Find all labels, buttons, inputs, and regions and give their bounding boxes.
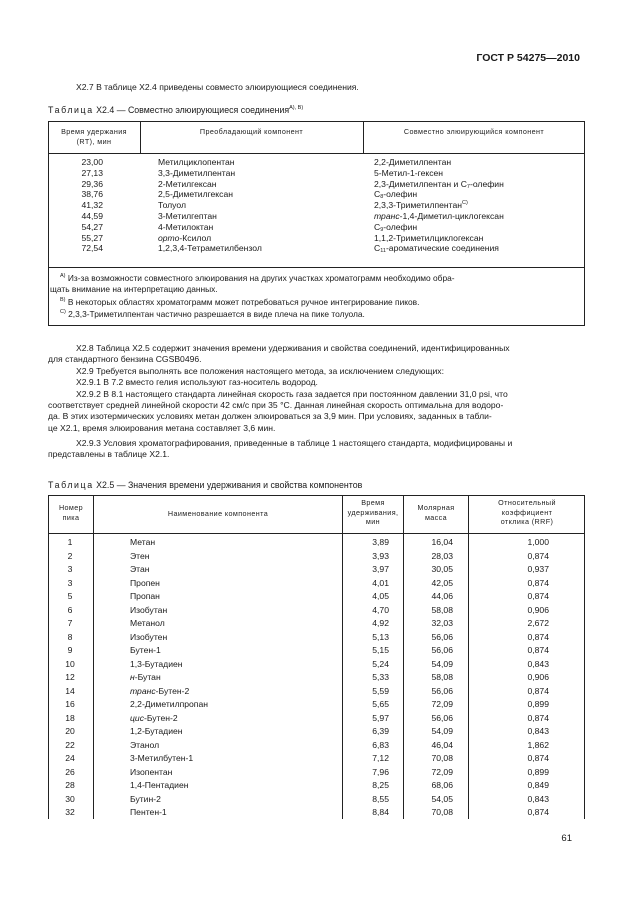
molar-mass: 58,08: [431, 604, 453, 615]
rt-value: 44,59: [81, 210, 103, 221]
molar-mass: 28,03: [431, 550, 453, 561]
peak-number: 6: [67, 604, 73, 615]
component-name: Пентен-1: [130, 807, 167, 817]
molar-mass: 58,08: [431, 672, 453, 682]
component-name: Пропен: [130, 577, 160, 588]
rrf-value: 0,899: [527, 699, 549, 709]
rt-value: 27,13: [81, 167, 103, 178]
retention-time: 3,89: [372, 537, 389, 547]
main-component: 3-Метилгептан: [158, 210, 217, 221]
rt-value: 29,36: [81, 178, 103, 189]
caption-word: Таблица: [48, 105, 94, 115]
footnote-c: $^{С)}$ 2,3,3-Триметилпентан частично разрешается в виде плеча на пике толуола.: [60, 309, 365, 319]
co-component: 5-Метил-1-гексен: [374, 167, 444, 178]
rrf-value: 1,862: [527, 739, 549, 750]
component-name: цис-Бутен-2: [130, 712, 178, 723]
main-component: 2,5-Диметилгексан: [158, 189, 233, 200]
main-component: 2-Метилгексан: [158, 178, 217, 189]
retention-time: 5,24: [372, 658, 389, 669]
peak-number: 2: [67, 550, 73, 561]
molar-mass: 72,09: [431, 766, 453, 777]
retention-time: 7,96: [372, 766, 389, 777]
paragraph-x292: Х2.9.2 В 8.1 настоящего стандарта линейная скорость газа задается при постоянном давлении 31,0 psi, что соответствует средней линейной скорости 42 см/с при 35 °С. Данная линейная скорость оптимальна для водоро- да. В этих изотермических условиях метан должен элюироваться за 3,9 мин. При условиях, заданных в табли- це Х2.1, время элюирования метана составляет 3,6 мин.: [48, 389, 508, 433]
co-component: 1,1,2-Триметилциклогексан: [374, 232, 484, 243]
caption-sup: А), В): [289, 105, 304, 111]
peak-number: 30: [65, 793, 75, 804]
retention-time: 4,92: [372, 618, 389, 628]
retention-time: 5,15: [372, 645, 389, 655]
component-name: Бутен-1: [130, 645, 161, 655]
retention-time: 7,12: [372, 753, 389, 763]
retention-time: 8,25: [372, 780, 389, 790]
rrf-value: 0,906: [527, 604, 549, 615]
retention-time: 4,01: [372, 577, 389, 588]
component-name: Этан: [130, 564, 150, 574]
molar-mass: 56,06: [431, 712, 453, 723]
retention-time: 5,97: [372, 712, 389, 723]
rt-value: 72,54: [81, 243, 103, 254]
retention-time: 5,59: [372, 685, 389, 696]
paragraph-x293: Х2.9.3 Условия хроматографирования, приведенные в таблице 1 настоящего стандарта, модифицированы и представлены в таблице Х2.1.: [48, 438, 513, 460]
retention-time: 3,93: [372, 550, 389, 561]
rrf-value: 0,843: [527, 793, 549, 804]
header-peak-number: Номер пика: [58, 503, 84, 522]
retention-time: 4,70: [372, 604, 389, 615]
table-x25-caption: [48, 480, 362, 490]
component-name: Метанол: [130, 618, 165, 628]
peak-number: 16: [65, 699, 75, 709]
molar-mass: 56,06: [431, 645, 453, 655]
component-name: н-Бутан: [130, 672, 161, 682]
rrf-value: 0,874: [527, 807, 549, 817]
footnote-b: $^{В)}$ В некоторых областях хроматограмм может потребоваться ручное интегрирование пиков.: [60, 297, 420, 307]
retention-time: 4,05: [372, 591, 389, 601]
co-component: 2,3,3-Триметилпентан$^{С)}$: [374, 200, 468, 211]
molar-mass: 72,09: [431, 699, 453, 709]
component-name: транс-Бутен-2: [130, 685, 190, 696]
peak-number: 9: [67, 645, 73, 655]
peak-number: 5: [67, 591, 73, 601]
retention-time: 5,65: [372, 699, 389, 709]
component-name: Пропан: [130, 591, 160, 601]
caption-text: Х2.5 — Значения времени удерживания и свойства компонентов: [96, 480, 363, 490]
rrf-value: 0,874: [527, 685, 549, 696]
footnote-a: $^{А)}$ Из-за возможности совместного элюирования на других участках хроматограмм необходимо обра- щать внимание на интерпретацию данных.: [50, 273, 455, 294]
peak-number: 26: [65, 766, 75, 777]
table-x24-footnote-rule: [48, 267, 585, 268]
table-x24-header-rule: [48, 153, 585, 154]
peak-number: 12: [65, 672, 75, 682]
molar-mass: 30,05: [431, 564, 453, 574]
table-x24-divider: [363, 121, 364, 154]
paragraph-x28: Х2.8 Таблица Х2.5 содержит значения времени удерживания и свойства соединений, идентифицированных для стандартного бензина CGSB0496.: [48, 343, 510, 365]
peak-number: 20: [65, 726, 75, 736]
rt-value: 54,27: [81, 221, 103, 232]
rrf-value: 0,843: [527, 658, 549, 669]
molar-mass: 56,06: [431, 631, 453, 642]
peak-number: 28: [65, 780, 75, 790]
retention-time: 6,83: [372, 739, 389, 750]
component-name: 1,4-Пентадиен: [130, 780, 189, 790]
rrf-value: 0,843: [527, 726, 549, 736]
intro-paragraph: Х2.7 В таблице Х2.4 приведены совместо элюирующиеся соединения.: [76, 82, 359, 92]
molar-mass: 46,04: [431, 739, 453, 750]
molar-mass: 44,06: [431, 591, 453, 601]
co-component: $С_9$-олефин: [374, 221, 418, 233]
component-name: 1,3-Бутадиен: [130, 658, 183, 669]
component-name: Изобутен: [130, 631, 168, 642]
peak-number: 32: [65, 807, 75, 817]
table-x25-divider: [93, 495, 94, 819]
paragraph-x291: Х2.9.1 В 7.2 вместо гелия используют газ-носитель водород.: [76, 377, 318, 387]
molar-mass: 70,08: [431, 753, 453, 763]
retention-time: 5,33: [372, 672, 389, 682]
header-molar-mass: Молярная масса: [417, 503, 455, 522]
rrf-value: 0,874: [527, 645, 549, 655]
main-component: 3,3-Диметилпентан: [158, 167, 236, 178]
page-number: 61: [561, 833, 572, 844]
column-main-component: [158, 157, 358, 254]
retention-time: 8,55: [372, 793, 389, 804]
rrf-value: 0,937: [527, 564, 549, 574]
component-name: Изопентан: [130, 766, 173, 777]
rrf-value: 2,672: [527, 618, 549, 628]
peak-number: 7: [67, 618, 73, 628]
molar-mass: 32,03: [431, 618, 453, 628]
molar-mass: 16,04: [431, 537, 453, 547]
rrf-value: 0,849: [527, 780, 549, 790]
caption-word: Таблица: [48, 480, 94, 490]
peak-number: 3: [67, 564, 73, 574]
rrf-value: 0,874: [527, 577, 549, 588]
peak-number: 24: [65, 753, 75, 763]
molar-mass: 68,06: [431, 780, 453, 790]
header-retention-time: Время удерживания, мин: [347, 498, 399, 527]
molar-mass: 54,09: [431, 658, 453, 669]
molar-mass: 70,08: [431, 807, 453, 817]
co-component: 2,3-Диметилпентан и $С_7$-олефин: [374, 178, 504, 190]
table-x24-caption: [48, 105, 303, 115]
peak-number: 10: [65, 658, 75, 669]
component-name: 3-Метилбутен-1: [130, 753, 194, 763]
component-name: Изобутан: [130, 604, 168, 615]
retention-time: 3,97: [372, 564, 389, 574]
molar-mass: 54,05: [431, 793, 453, 804]
component-name: 2,2-Диметилпропан: [130, 699, 208, 709]
main-component: орто-Ксилол: [158, 232, 212, 243]
component-name: 1,2-Бутадиен: [130, 726, 183, 736]
main-component: Толуол: [158, 200, 186, 211]
peak-number: 18: [65, 712, 75, 723]
header-coeluting-component: Совместно элюирующийся компонент: [403, 127, 545, 136]
rrf-value: 1,000: [527, 537, 549, 547]
peak-number: 1: [67, 537, 73, 547]
rt-value: 38,76: [81, 189, 103, 200]
peak-number: 8: [67, 631, 73, 642]
main-component: Метилциклопентан: [158, 157, 235, 167]
co-component: $С_8$-олефин: [374, 189, 418, 201]
rt-value: 41,32: [81, 200, 103, 211]
rt-value: 23,00: [81, 157, 103, 167]
component-name: Метан: [130, 537, 156, 547]
co-component: транс-1,4-Диметил-циклогексан: [374, 210, 504, 221]
header-component-name: Наименование компонента: [167, 509, 269, 518]
component-name: Этанол: [130, 739, 160, 750]
column-retention-time: [60, 157, 103, 254]
main-component: 4-Метилоктан: [158, 221, 214, 232]
retention-time: 8,84: [372, 807, 389, 817]
rrf-value: 0,874: [527, 591, 549, 601]
rrf-value: 0,874: [527, 550, 549, 561]
header-retention-time: Время удержания (RT), мин: [61, 127, 127, 146]
peak-number: 3: [67, 577, 73, 588]
molar-mass: 42,05: [431, 577, 453, 588]
peak-number: 22: [65, 739, 75, 750]
component-name: Этен: [130, 550, 150, 561]
paragraph-x29: Х2.9 Требуется выполнять все положения настоящего метода, за исключением следующих:: [76, 366, 444, 376]
co-component: 2,2-Диметилпентан: [374, 157, 452, 167]
co-component: $С_{11}$-ароматические соединения: [374, 243, 499, 255]
peak-number: 14: [65, 685, 75, 696]
rrf-value: 0,874: [527, 631, 549, 642]
molar-mass: 54,09: [431, 726, 453, 736]
molar-mass: 56,06: [431, 685, 453, 696]
component-name: Бутин-2: [130, 793, 161, 804]
header-rrf: Относительный коэффициент отклика (RRF): [498, 498, 556, 527]
main-component: 1,2,3,4-Тетраметилбензол: [158, 243, 262, 254]
retention-time: 5,13: [372, 631, 389, 642]
column-coeluting-component: [374, 157, 579, 254]
table-x24-divider: [140, 121, 141, 154]
header-main-component: Преобладающий компонент: [199, 127, 304, 136]
rrf-value: 0,874: [527, 753, 549, 763]
rrf-value: 0,899: [527, 766, 549, 777]
caption-text: Х2.4 — Совместно элюирующиеся соединения: [96, 105, 290, 115]
table-x25-header-rule: [48, 533, 585, 534]
standard-header: ГОСТ Р 54275—2010: [476, 52, 580, 64]
rt-value: 55,27: [81, 232, 103, 243]
rrf-value: 0,906: [527, 672, 549, 682]
retention-time: 6,39: [372, 726, 389, 736]
rrf-value: 0,874: [527, 712, 549, 723]
